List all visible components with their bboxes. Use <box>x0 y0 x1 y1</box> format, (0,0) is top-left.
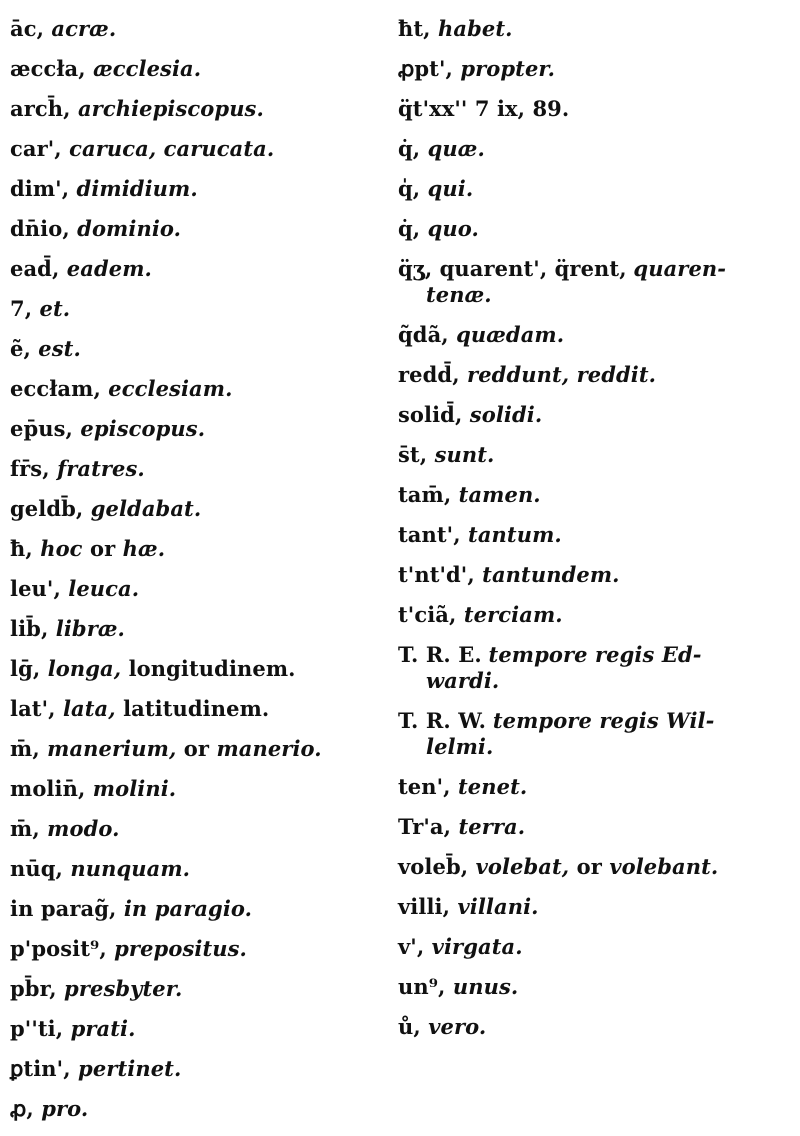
separator: , <box>453 522 469 547</box>
expansion: reddunt, reddit. <box>467 362 657 387</box>
expansion: pertinet. <box>78 1056 182 1081</box>
glossary-entry <box>10 976 390 1002</box>
abbreviation: ꝓpt' <box>398 56 446 81</box>
expansion: vero. <box>428 1014 487 1039</box>
separator: , <box>443 482 459 507</box>
expansion: molini. <box>92 776 177 801</box>
glossary-entry <box>10 216 390 242</box>
glossary-entry <box>398 814 793 840</box>
separator: , <box>26 1096 42 1121</box>
abbreviation: ꝑtin' <box>10 1056 64 1081</box>
expansion: prati. <box>70 1016 136 1041</box>
glossary-entry <box>398 442 793 468</box>
abbreviation: tant' <box>398 522 454 547</box>
glossary-entry <box>398 708 793 760</box>
separator: , <box>63 96 78 121</box>
glossary-entry <box>398 96 793 122</box>
expansion: quæ. <box>427 136 485 161</box>
separator: , <box>42 456 58 481</box>
glossary-entry <box>10 96 390 122</box>
abbreviation: ep̄us <box>10 416 66 441</box>
glossary-entry <box>10 616 390 642</box>
separator: , <box>32 656 48 681</box>
abbreviation: ħt <box>398 16 424 41</box>
glossary-entry <box>398 934 793 960</box>
abbreviation: s̄t <box>398 442 420 467</box>
expansion-continuation: lelmi. <box>426 734 494 759</box>
glossary-entry <box>10 296 390 322</box>
glossary-entry <box>398 894 793 920</box>
separator: , <box>412 216 428 241</box>
separator: , <box>452 362 468 387</box>
separator: , <box>51 256 67 281</box>
glossary-entry <box>398 136 793 162</box>
separator: , <box>419 442 435 467</box>
expansion: unus. <box>452 974 519 999</box>
abbreviation: 7 <box>10 296 25 321</box>
separator: , <box>53 576 69 601</box>
expansion: in paragio. <box>123 896 253 921</box>
expansion: volebat, <box>475 854 570 879</box>
left-column <box>10 16 390 1136</box>
expansion: prepositus. <box>114 936 247 961</box>
separator: , <box>75 496 91 521</box>
expansion-plain: quarent', q̈rent, <box>439 256 627 281</box>
glossary-entry <box>398 774 793 800</box>
separator: , <box>48 696 63 721</box>
expansion: dimidium. <box>76 176 198 201</box>
expansion: lata, <box>62 696 116 721</box>
separator: , <box>55 856 71 881</box>
glossary-entry <box>10 776 390 802</box>
glossary-entry <box>398 854 793 880</box>
separator: , <box>25 536 41 561</box>
glossary-entry <box>398 602 793 628</box>
separator: , <box>424 256 440 281</box>
glossary-entry <box>10 456 390 482</box>
separator: , <box>109 896 124 921</box>
expansion: propter. <box>460 56 556 81</box>
expansion-rest: 7 ix, 89. <box>467 96 570 121</box>
separator: , <box>441 322 457 347</box>
separator: , <box>460 854 476 879</box>
separator: , <box>423 16 438 41</box>
expansion: geldabat. <box>90 496 202 521</box>
glossary-entry <box>398 1014 793 1040</box>
glossary-entry <box>10 256 390 282</box>
glossary-entry <box>10 336 390 362</box>
expansion: tantundem. <box>482 562 620 587</box>
glossary-entry <box>10 56 390 82</box>
abbreviation: lib̄ <box>10 616 41 641</box>
expansion-alt: hæ. <box>122 536 166 561</box>
abbreviation: leu' <box>10 576 54 601</box>
glossary-entry <box>10 176 390 202</box>
expansion-rest: latitudinem. <box>115 696 270 721</box>
glossary-entry <box>10 656 390 682</box>
separator: , <box>65 416 81 441</box>
separator: , <box>416 934 432 959</box>
abbreviation: pb̄r <box>10 976 50 1001</box>
glossary-entry <box>398 974 793 1000</box>
glossary-entry <box>398 562 793 588</box>
glossary-entry <box>10 816 390 842</box>
abbreviation: q̇ <box>398 216 413 241</box>
right-column <box>398 16 793 1054</box>
abbreviation: un⁹ <box>398 974 439 999</box>
glossary-entry <box>398 16 793 42</box>
expansion: solidi. <box>469 402 543 427</box>
abbreviation: p''ti <box>10 1016 56 1041</box>
abbreviation: lat' <box>10 696 49 721</box>
expansion: terra. <box>458 814 526 839</box>
glossary-entry <box>10 696 390 722</box>
expansion: acræ. <box>51 16 117 41</box>
expansion: quædam. <box>456 322 565 347</box>
abbreviation: āc <box>10 16 37 41</box>
abbreviation: solid̄ <box>398 402 455 427</box>
separator: , <box>54 136 70 161</box>
expansion: libræ. <box>55 616 125 641</box>
glossary-entry <box>10 1056 390 1082</box>
glossary-entry <box>10 16 390 42</box>
glossary-entry <box>10 416 390 442</box>
glossary-entry <box>10 1016 390 1042</box>
abbreviation: redd̄ <box>398 362 453 387</box>
glossary-entry <box>10 936 390 962</box>
glossary-entry <box>10 136 390 162</box>
abbreviation: molin̄ <box>10 776 78 801</box>
abbreviation: nūq <box>10 856 56 881</box>
expansion-continuation: tenæ. <box>426 282 492 307</box>
abbreviation: Tr'a <box>398 814 444 839</box>
expansion: tempore regis Wil- <box>492 708 715 733</box>
separator: , <box>55 1016 71 1041</box>
separator: , <box>32 816 48 841</box>
glossary-entry <box>398 402 793 428</box>
abbreviation: in parag̃ <box>10 896 110 921</box>
glossary-entry <box>398 362 793 388</box>
abbreviation: q̈t'xx'' <box>398 96 468 121</box>
separator: , <box>443 814 459 839</box>
expansion: nunquam. <box>70 856 191 881</box>
abbreviation: villi <box>398 894 443 919</box>
expansion: tempore regis Ed- <box>488 642 702 667</box>
abbreviation: T. R. E. <box>398 642 482 667</box>
abbreviation: tam̄ <box>398 482 444 507</box>
abbreviation: ꝓ <box>10 1096 27 1121</box>
expansion-rest: or <box>569 854 610 879</box>
expansion: hoc <box>40 536 83 561</box>
abbreviation: m̄ <box>10 816 33 841</box>
separator: , <box>40 616 56 641</box>
expansion: fratres. <box>57 456 145 481</box>
expansion: habet. <box>438 16 513 41</box>
separator: , <box>62 216 78 241</box>
separator: , <box>36 16 52 41</box>
expansion: leuca. <box>68 576 140 601</box>
separator: , <box>412 176 428 201</box>
glossary-entry <box>398 642 793 694</box>
separator: , <box>24 296 40 321</box>
expansion: virgata. <box>431 934 523 959</box>
abbreviation: dn̄io <box>10 216 63 241</box>
abbreviation: fr̄s <box>10 456 43 481</box>
expansion: tamen. <box>458 482 541 507</box>
separator: , <box>445 56 461 81</box>
abbreviation: t'ciã <box>398 602 450 627</box>
expansion: tenet. <box>458 774 528 799</box>
expansion: archiepiscopus. <box>77 96 264 121</box>
space <box>482 643 489 667</box>
expansion-alt: manerio. <box>216 736 322 761</box>
expansion-rest: longitudinem. <box>121 656 296 681</box>
glossary-entry <box>398 522 793 548</box>
expansion: caruca, carucata. <box>69 136 275 161</box>
glossary-entry <box>10 856 390 882</box>
separator: , <box>413 1014 429 1039</box>
glossary-entry <box>398 482 793 508</box>
separator: , <box>412 136 428 161</box>
separator: , <box>61 176 77 201</box>
separator: , <box>467 562 483 587</box>
abbreviation: eccłam <box>10 376 94 401</box>
glossary-entry <box>10 376 390 402</box>
expansion-alt: volebant. <box>609 854 719 879</box>
separator: , <box>449 602 464 627</box>
expansion: episcopus. <box>80 416 206 441</box>
expansion: qui. <box>427 176 474 201</box>
abbreviation: q̈ʒ <box>398 256 425 281</box>
separator: , <box>49 976 65 1001</box>
glossary-entry <box>398 56 793 82</box>
glossary-entry <box>398 216 793 242</box>
separator: , <box>63 1056 79 1081</box>
expansion: quaren- <box>633 256 727 281</box>
expansion: est. <box>38 336 81 361</box>
expansion: eadem. <box>66 256 152 281</box>
expansion: æcclesia. <box>93 56 202 81</box>
abbreviation: voleb̄ <box>398 854 461 879</box>
expansion: tantum. <box>468 522 562 547</box>
separator: , <box>23 336 39 361</box>
expansion: ecclesiam. <box>108 376 233 401</box>
space <box>486 709 493 733</box>
abbreviation: ten' <box>398 774 444 799</box>
separator: , <box>442 894 458 919</box>
glossary-entry <box>10 576 390 602</box>
expansion: longa, <box>47 656 122 681</box>
abbreviation: q̇ <box>398 136 413 161</box>
separator: , <box>454 402 470 427</box>
abbreviation: car' <box>10 136 55 161</box>
abbreviation: geldb̄ <box>10 496 76 521</box>
expansion: quo. <box>427 216 479 241</box>
glossary-entry <box>10 536 390 562</box>
glossary-entry <box>10 496 390 522</box>
abbreviation: lḡ <box>10 656 33 681</box>
abbreviation: ů <box>398 1014 414 1039</box>
expansion-rest: or <box>82 536 123 561</box>
expansion-rest: or <box>176 736 217 761</box>
separator: , <box>32 736 48 761</box>
glossary-entry <box>398 322 793 348</box>
separator: , <box>78 56 94 81</box>
abbreviation: æccła <box>10 56 79 81</box>
separator: , <box>99 936 115 961</box>
expansion: et. <box>39 296 71 321</box>
abbreviation: q̍ <box>398 176 413 201</box>
abbreviation: v' <box>398 934 417 959</box>
abbreviation: t'nt'd' <box>398 562 468 587</box>
separator: , <box>443 774 458 799</box>
expansion-continuation: wardi. <box>426 668 500 693</box>
glossary-entry <box>398 256 793 308</box>
abbreviation: ead̄ <box>10 256 52 281</box>
expansion: sunt. <box>434 442 495 467</box>
glossary-entry <box>10 1096 390 1122</box>
glossary-entry <box>398 176 793 202</box>
abbreviation: q̃dã <box>398 322 442 347</box>
separator: , <box>438 974 453 999</box>
separator: , <box>93 376 109 401</box>
separator: , <box>77 776 93 801</box>
abbreviation: arch̄ <box>10 96 64 121</box>
abbreviation: p'posit⁹ <box>10 936 100 961</box>
glossary-entry <box>10 896 390 922</box>
abbreviation: dim' <box>10 176 62 201</box>
abbreviation: ħ <box>10 536 26 561</box>
abbreviation: T. R. W. <box>398 708 487 733</box>
expansion: villani. <box>457 894 539 919</box>
expansion: dominio. <box>77 216 182 241</box>
expansion: presbyter. <box>64 976 183 1001</box>
abbreviation: m̄ <box>10 736 33 761</box>
glossary-entry <box>10 736 390 762</box>
expansion: pro. <box>41 1096 89 1121</box>
expansion: modo. <box>47 816 120 841</box>
expansion: manerium, <box>47 736 177 761</box>
abbreviation: ẽ <box>10 336 24 361</box>
expansion: terciam. <box>463 602 563 627</box>
